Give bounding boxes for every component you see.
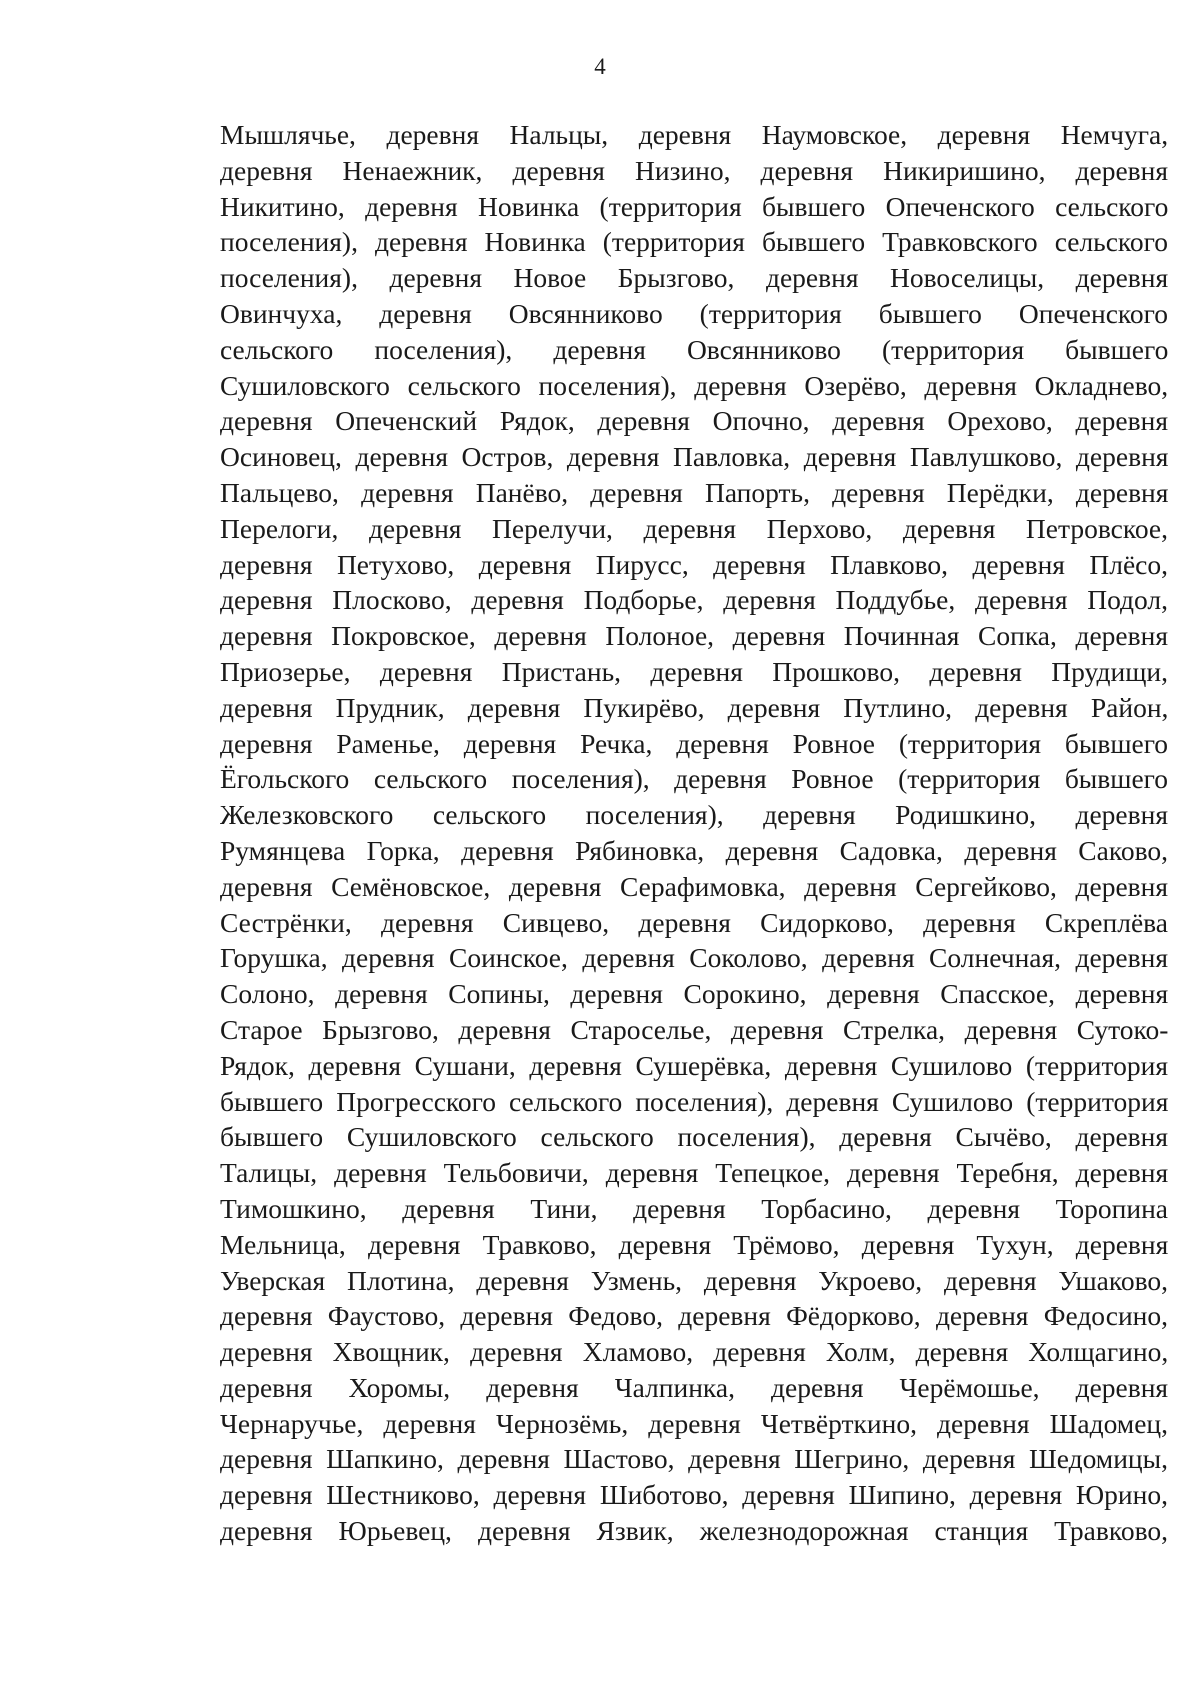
text-line: бывшего Прогресского сельского поселения), деревня Сушилово (территория [220,1085,1169,1117]
text-line: Чернаручье, деревня Чернозёмь, деревня Четвёрткино, деревня Шадомец, [220,1407,1168,1439]
text-line: Старое Брызгово, деревня Староселье, деревня Стрелка, деревня Сутоко- [220,1013,1169,1045]
text-line: Мельница, деревня Травково, деревня Трёмово, деревня Тухун, деревня [220,1228,1169,1260]
text-line: Уверская Плотина, деревня Узмень, деревня Укроево, деревня Ушаково, [220,1264,1169,1296]
text-line: деревня Хоромы, деревня Чалпинка, деревня Черёмошье, деревня [220,1371,1169,1403]
text-line: деревня Опеченский Рядок, деревня Опочно, деревня Орехово, деревня [220,405,1168,437]
text-line: деревня Ненаежник, деревня Низино, деревня Никиришино, деревня [220,154,1168,186]
text-line: сельского поселения), деревня Овсянниково (территория бывшего [220,333,1169,365]
text-line: деревня Прудник, деревня Пукирёво, деревня Путлино, деревня Район, [220,691,1169,723]
text-line: деревня Шестниково, деревня Шиботово, деревня Шипино, деревня Юрино, [220,1479,1168,1511]
text-line: деревня Раменье, деревня Речка, деревня Ровное (территория бывшего [220,727,1169,759]
text-line: деревня Покровское, деревня Полоное, деревня Починная Сопка, деревня [220,620,1168,652]
text-line: Рядок, деревня Сушани, деревня Сушерёвка, деревня Сушилово (территория [220,1049,1168,1081]
text-line: бывшего Сушиловского сельского поселения), деревня Сычёво, деревня [220,1121,1168,1153]
text-line: деревня Шапкино, деревня Шастово, деревня Шегрино, деревня Шедомицы, [220,1443,1168,1475]
text-line: Приозерье, деревня Пристань, деревня Прошково, деревня Прудищи, [220,655,1168,687]
text-line: деревня Хвощник, деревня Хламово, деревня Холм, деревня Холщагино, [220,1336,1169,1368]
text-line: Сушиловского сельского поселения), деревня Озерёво, деревня Окладнево, [220,369,1169,401]
text-line: Железковского сельского поселения), деревня Родишкино, деревня [220,799,1168,831]
text-line: деревня Фаустово, деревня Федово, деревня Фёдорково, деревня Федосино, [220,1300,1169,1332]
body-text [220,117,1168,1549]
text-line: Овинчуха, деревня Овсянниково (территория бывшего Опеченского [220,297,1168,329]
text-line: поселения), деревня Новое Брызгово, деревня Новоселицы, деревня [220,262,1169,294]
text-line: Солоно, деревня Сопины, деревня Сорокино, деревня Спасское, деревня [220,978,1169,1010]
text-line: Перелоги, деревня Перелучи, деревня Перхово, деревня Петровское, [220,512,1168,544]
text-line: деревня Семёновское, деревня Серафимовка, деревня Сергейково, деревня [220,870,1168,902]
text-line: Ёгольского сельского поселения), деревня Ровное (территория бывшего [220,763,1168,795]
text-line: Мышлячье, деревня Нальцы, деревня Наумовское, деревня Немчуга, [220,119,1169,150]
text-line: Пальцево, деревня Панёво, деревня Папорть, деревня Перёдки, деревня [220,476,1169,508]
text-line: поселения), деревня Новинка (территория бывшего Травковского сельского [220,226,1168,258]
text-line: Сестрёнки, деревня Сивцево, деревня Сидорково, деревня Скреплёва [220,906,1168,938]
text-line: Никитино, деревня Новинка (территория бывшего Опеченского сельского [220,190,1169,222]
text-line: Талицы, деревня Тельбовичи, деревня Тепецкое, деревня Теребня, деревня [220,1157,1169,1189]
text-line: деревня Юрьевец, деревня Язвик, железнодорожная станция Травково, [220,1515,1168,1547]
text-line: Горушка, деревня Соинское, деревня Соколово, деревня Солнечная, деревня [220,942,1168,974]
page-number: 4 [594,54,606,79]
text-line: деревня Плосково, деревня Подборье, деревня Поддубье, деревня Подол, [220,584,1169,616]
text-line: Румянцева Горка, деревня Рябиновка, деревня Садовка, деревня Саково, [220,834,1168,866]
text-line: деревня Петухово, деревня Пирусс, деревня Плавково, деревня Плёсо, [220,548,1169,580]
text-line: Осиновец, деревня Остров, деревня Павловка, деревня Павлушково, деревня [220,441,1169,473]
text-line: Тимошкино, деревня Тини, деревня Торбасино, деревня Торопина [220,1192,1168,1224]
